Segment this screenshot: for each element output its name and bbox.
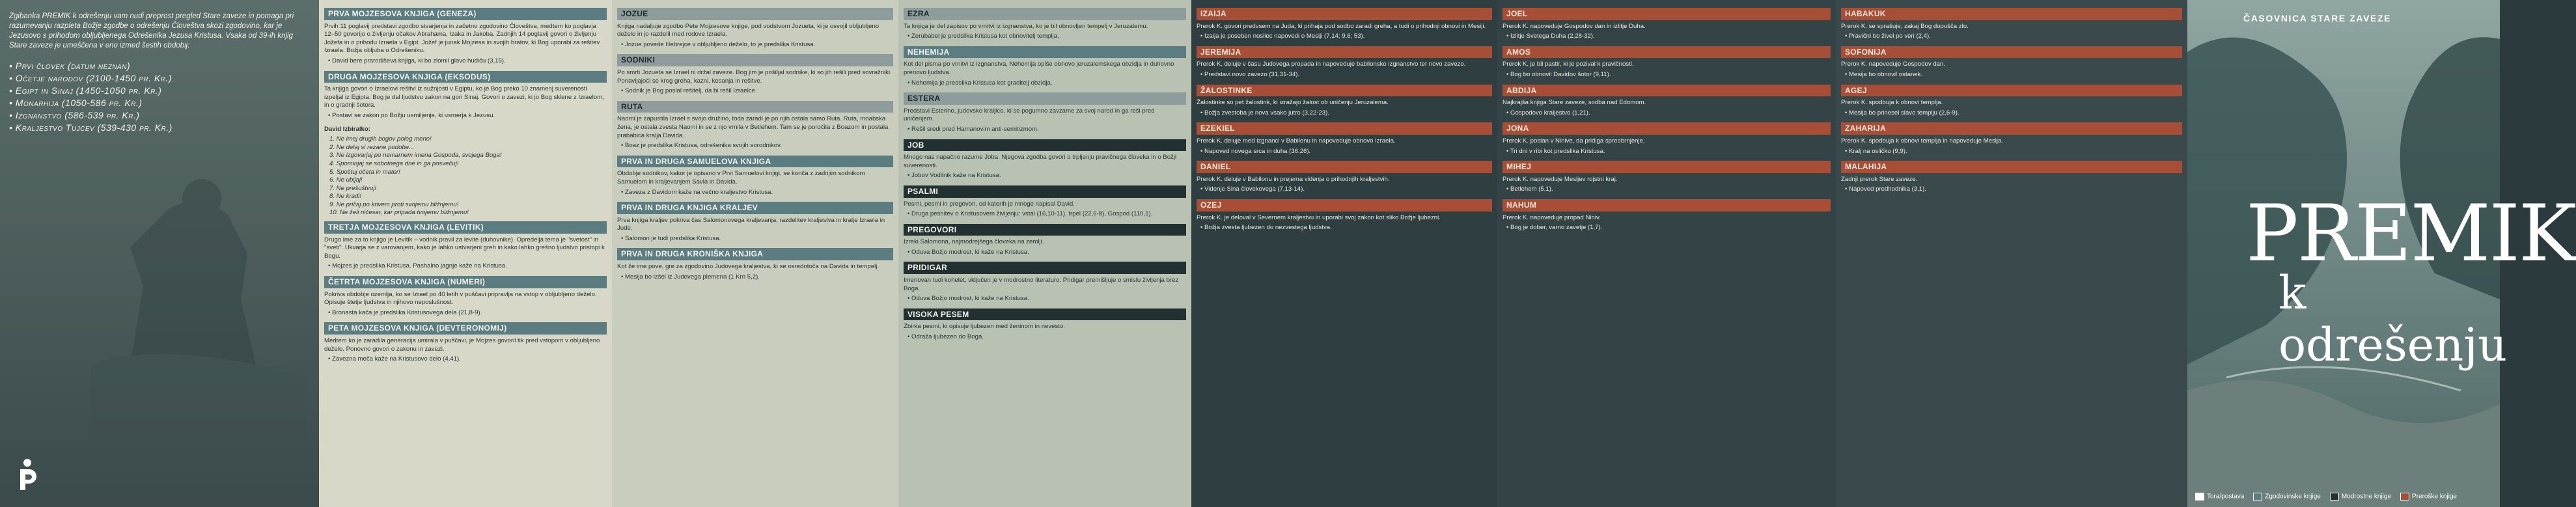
section-bullet: • Zerubabel je predslika Kristusa kot obnovitelj templja. xyxy=(907,33,1059,40)
section-bullet: • David bere prarodiševa knjiga, ki bo zlomil glavo hudiču (3,15). xyxy=(328,57,506,64)
section-text: Prerok K. napoveduje Mesijev rojstni kraj. xyxy=(1503,175,1618,183)
section-text: Prerok K. poslan v Ninive, da pridiga spreobrnjenje. xyxy=(1503,137,1645,144)
section-heading: EZEKIEL xyxy=(1197,122,1492,135)
section-bullet: • Jozue povede Hebrejce v obljubljeno deželo, to je predslika Kristusa. xyxy=(621,40,816,48)
section-text: Mnogo nas napačno razume Joba. Njegova zgodba govori o trpljenju pravičnega človeka in o Božji suverenosti. xyxy=(904,154,1177,169)
section-bullet: • Izlitje Svetega Duha (2,28-32). xyxy=(1506,33,1595,40)
section-bullet: • Božja zvesta ljubezen do nezvestega ljudstva. xyxy=(1200,224,1332,232)
section-heading: IZAIJA xyxy=(1197,8,1492,20)
section-bullet: • Boaz je predslika Kristusa, odrešenika svojih sorodnikov. xyxy=(621,142,782,150)
section-bullet: • Oduva Božjo modrost, ki kaže na Kristusa. xyxy=(907,248,1029,256)
section-bullet: • Predstavi novo zavezo (31,31-34). xyxy=(1200,70,1300,78)
section-text: Žalostinke so pet žalostink, ki izražajo žalost ob uničenju Jeruzalema. xyxy=(1197,99,1389,107)
section-text: Ta knjiga govori o Izraelovi rešitvi iz sužnjosti v Egiptu, ko je Bog preko 10 znamenj suverenosti izpeljal iz Egipta. Bog je dal ljudstvu zakon na gori Sinaj. Govori o zavezi, ki jo Bog sklene z Izraelom, in o gradnji šotora. xyxy=(324,85,604,109)
section-heading: VISOKA PESEM xyxy=(904,308,1186,321)
section-bullet: • Bog je dober, varno zavetje (1,7). xyxy=(1506,224,1603,232)
legend-swatch xyxy=(2195,493,2204,500)
section-heading: JEREMIJA xyxy=(1197,46,1492,59)
section-heading: SOFONIJA xyxy=(1841,46,2182,59)
commandments-label: David Izbiralko: xyxy=(324,125,370,133)
section-heading: PREGOVORI xyxy=(904,224,1186,236)
section-heading: NEHEMIJA xyxy=(904,46,1186,59)
legend-label: Zgodovinske knjige xyxy=(2265,493,2321,500)
section-heading: ČETRTA MOJZESOVA KNJIGA (NUMERI) xyxy=(324,276,607,288)
cover-subtitle: k odrešenju xyxy=(2278,266,2508,372)
section-text: Pokriva obdobje ozemlja, ko se Izrael po 40 letih v puščavi pripravlja na vstop v obljubljeno deželo. Opisuje štetje ljudstva in njihovo neposlušnost. xyxy=(324,290,597,307)
legend-label: Tora/postava xyxy=(2207,493,2245,500)
legend-item xyxy=(2330,493,2391,500)
commandment: 10. Ne želi ničesar, kar pripada tvojemu bližnjemu! xyxy=(329,209,469,217)
legend-item xyxy=(2400,493,2457,500)
column-history-1 xyxy=(612,0,898,507)
section-text: Prerok K. napoveduje Gospodov dan in izlitje Duha. xyxy=(1503,22,1646,30)
commandment: 2. Ne delaj si rezane podobe... xyxy=(329,143,415,151)
section-bullet: • Sodnik je Bog poslal rešitelj, da bi rešil Izraelce. xyxy=(621,87,757,95)
section-text: Knjiga nadaljuje zgodbo Pete Mojzesove knjige, pod vodstvom Jozueta, ki je osvojil obljubljeno deželo in jo razdelil med rodove Izraela. xyxy=(617,22,879,38)
section-text: Prerok K. deluje v času Judovega propada in napoveduje babilonsko izgnanstvo ter novo zavezo. xyxy=(1197,61,1466,68)
section-heading: PRVA MOJZESOVA KNJIGA (GENEZA) xyxy=(324,8,607,20)
section-bullet: • Mesija bo izšel iz Judovega plemena (1 Krn 5,2). xyxy=(621,273,760,281)
section-heading: RUTA xyxy=(617,101,893,113)
section-heading: JOZUE xyxy=(617,8,893,20)
section-bullet: • Mojzes je predslika Kristusa. Pashalno jagnje kaže na Kristusa. xyxy=(328,262,507,270)
section-heading: ZAHARIJA xyxy=(1841,122,2182,135)
section-bullet: • Zaveza z Davidom kaže na večno kraljestvo Kristusa. xyxy=(621,188,773,196)
era-list xyxy=(9,60,309,134)
commandment: 5. Spoštuj očeta in mater! xyxy=(329,168,400,176)
section-text: Drugo ime za to knjigo je Levitik – vodnik pravil za levite (duhovnike). Opredelja tema je "svetost" in "sveti". Ukvarja se z varovanjem, kako je lahko ustvarjeni greh in kako lahko grešno ljudstvo pristopi k Bogu. xyxy=(324,236,605,260)
section-bullet: • Izaija je poseben nosilec napovedi o Mesiji (7,14; 9,6; 53). xyxy=(1200,33,1365,40)
section-heading: ABDIJA xyxy=(1503,85,1831,97)
section-heading: PRVA IN DRUGA SAMUELOVA KNJIGA xyxy=(617,156,893,168)
section-bullet: • Napoved predhodnika (3,1). xyxy=(1845,185,1926,193)
section-text: Prerok K. je deloval v Severnem kraljestvu in uporabi svoj zakon kot sliko Božje ljubezni. xyxy=(1197,213,1441,221)
section-text: Prerok K. deluje v Babilonu in prejema videnja o prihodnjih kraljestvih. xyxy=(1197,175,1390,183)
legend-label: Preroške knjige xyxy=(2412,493,2457,500)
section-heading: OZEJ xyxy=(1197,199,1492,212)
legend-label: Modrostne knjige xyxy=(2341,493,2392,500)
commandment: 3. Ne izgovarjaj po nemarnem imena Gospoda, svojega Boga! xyxy=(329,152,502,159)
section-bullet: • Oduva Božjo modrost, ki kaže na Kristusa. xyxy=(907,295,1029,303)
section-text: Predstavi Esterino, judovsko kraljico, ki se pogumno zavzame za svoj narod in ga reši pred uničenjem. xyxy=(904,107,1155,123)
section-heading: PETA MOJZESOVA KNJIGA (DEVTERONOMIJ) xyxy=(324,322,607,335)
intro-panel xyxy=(0,0,319,507)
section-text: Ta knjiga je del zapisov po vrnitvi iz izgnanstva, ko je bil obnovljen tempelj v Jeruzalemu. xyxy=(904,22,1148,30)
section-text: Izreki Salomona, najmodrejšega človeka na zemlji. xyxy=(904,238,1044,246)
section-text: Prva knjiga kraljev pokriva čas Salomonovega kraljevanja, razdelitev kraljestva in kralje Izraela in Jude. xyxy=(617,216,885,232)
column-major-prophets xyxy=(1191,0,1497,507)
section-bullet: • Betlehem (5,1). xyxy=(1506,185,1553,193)
section-text: Prerok K. govori predvsem na Juda, ki prihaja pod sodbo zaradi greha, a tudi o prihodnji obnovi in Mesiji. xyxy=(1197,22,1486,30)
section-heading: NAHUM xyxy=(1503,199,1831,212)
section-bullet: • Jobov Vodilnik kaže na Kristusa. xyxy=(907,172,1001,180)
section-bullet: • Bronasta kača je predslika Kristusovega dela (21,8-9). xyxy=(328,308,482,316)
section-heading: JONA xyxy=(1503,122,1831,135)
section-bullet: • Nehemija je predslika Kristusa kot graditelj obzidja. xyxy=(907,79,1053,87)
commandment: 8. Ne kradi! xyxy=(329,193,362,200)
era-item: • Egipt in Sinaj (1450-1050 pr. Kr.) xyxy=(9,85,309,97)
section-heading: SODNIKI xyxy=(617,54,893,66)
legend-item xyxy=(2253,493,2321,500)
commandment: 7. Ne prešuštvuj! xyxy=(329,184,376,192)
section-bullet: • Napoved novega srca in duha (36,26). xyxy=(1200,147,1311,155)
section-bullet: • Tri dni v ribi kot predslika Kristusa. xyxy=(1506,147,1605,155)
commandment: 9. Ne pričaj po krivem proti svojemu bližnjemu! xyxy=(329,200,459,208)
era-item: • Kraljestvo Tujcev (539-430 pr. Kr.) xyxy=(9,122,309,134)
section-text: Najkrajša knjiga Stare zaveze, sodba nad Edomom. xyxy=(1503,99,1646,107)
section-text: Pesmi, pesmi in pregovori, od katerih je mnoge napisal David. xyxy=(904,200,1075,208)
section-text: Prerok K. spodbuja k obnovi templja. xyxy=(1841,99,1943,107)
section-bullet: • Kralj na osličku (9,9). xyxy=(1845,147,1907,155)
section-heading: AGEJ xyxy=(1841,85,2182,97)
section-heading: PSALMI xyxy=(904,185,1186,198)
section-heading: ESTERA xyxy=(904,92,1186,105)
commandment: 4. Spominjaj se sobotnega dne in ga posvečuj! xyxy=(329,159,459,167)
section-heading: MIHEJ xyxy=(1503,161,1831,173)
moses-figure-illustration xyxy=(91,169,306,443)
era-item: • Monarhija (1050-586 pr. Kr.) xyxy=(9,97,309,109)
legend-item xyxy=(2195,493,2244,500)
color-legend xyxy=(2195,493,2457,500)
commandment: 6. Ne ubijaj! xyxy=(329,176,363,184)
section-bullet: • Zavezna meča kaže na Kristusovo delo (4,41). xyxy=(328,355,461,363)
publisher-logo-icon xyxy=(14,458,40,491)
section-text: Naomi je zapustila Izrael s svojo družino, toda zaradi je po njih ostala samo Ruta. Ruta, moabska žena, je ostala zvesta Naomi in se z njo vrnila v Betlehem. Tam se je poročila z Boazom in postala prababica kralja Davida. xyxy=(617,115,889,139)
column-torah xyxy=(319,0,612,507)
section-heading: JOB xyxy=(904,139,1186,152)
section-bullet: • Odraža ljubezen do Boga. xyxy=(907,333,984,341)
legend-swatch xyxy=(2330,493,2339,500)
section-text: Zadnji prerok Stare zaveze. xyxy=(1841,175,1918,183)
section-bullet: • Postavi se zakon po Božju usmiljenje, ki usmerja k Jezusu. xyxy=(328,111,495,119)
section-heading: ŽALOSTINKE xyxy=(1197,85,1492,97)
section-bullet: • Bog bo obnovil Davidov šotor (9,11). xyxy=(1506,70,1611,78)
section-text: Zbirka pesmi, ki opisuje ljubezen med ženinom in nevesto. xyxy=(904,323,1065,331)
section-heading: DRUGA MOJZESOVA KNJIGA (EKSODUS) xyxy=(324,71,607,83)
section-bullet: • Videnje Sina človekovega (7,13-14). xyxy=(1200,185,1305,193)
section-heading: DANIEL xyxy=(1197,161,1492,173)
section-bullet: • Druga pesnitev o Kristusovem življenju: vstal (16,10-11), trpel (22,6-8), Gospod (110,1). xyxy=(907,210,1153,218)
section-bullet: • Mesija bo prinesel slavo templju (2,6-9). xyxy=(1845,109,1960,116)
era-item: • Očetje narodov (2100-1450 pr. Kr.) xyxy=(9,72,309,85)
section-text: Prvih 11 poglavij predstavi zgodbo stvarjenja in začetno zgodovino Človeštva, medtem ko poglavja 12–50 govorijo o življenju očakov Abrahama, Izaka in Jakoba. Zadnjih 14 poglavij govori o življenju Jožefa in o prihodu Izraela v Egipt. Jožef je junak Mojzesa in svojih bratov, ki Bog uporabi za rešitev Izraela. Božja obljuba o Odrešeniku. xyxy=(324,22,600,55)
section-text: Prerok K. spodbuja k obnovi templja in napoveduje Mesija. xyxy=(1841,137,2004,144)
column-history-wisdom xyxy=(898,0,1191,507)
column-minor-prophets-1 xyxy=(1497,0,1836,507)
section-bullet: • Salomon je tudi predslika Kristusa. xyxy=(621,234,721,242)
section-heading: HABAKUK xyxy=(1841,8,2182,20)
section-heading: PRIDIGAR xyxy=(904,262,1186,274)
section-text: Prerok K. napoveduje Gospodov dan. xyxy=(1841,61,1946,68)
section-bullet: • Pravični bo živel po veri (2,4). xyxy=(1845,33,1931,40)
column-minor-prophets-2 xyxy=(1836,0,2187,507)
section-text: Obdobje sodnikov, kakor je opisano v Prvi Samuelovi knjigi, se konča z zadnjim sodnikom Samuelom in kraljevanjem Savla in Davida. xyxy=(617,170,865,185)
cover-panel xyxy=(2187,0,2576,507)
legend-swatch xyxy=(2253,493,2262,500)
intro-text: Zgibanka PREMIK k odrešenju vam nudi preprost pregled Stare zaveze in pomaga pri razumevanju razpleta Božje zgodbe o odrešenju Človeštva skozi zgodovino, kar je Jezusovo s prihodom obljubljenega Odrešenika Jezusa Kristusa. Vsaka od 39-ih knjig Stare zaveze je umeščena v eno izmed šestih obdobij: xyxy=(9,12,294,49)
legend-swatch xyxy=(2400,493,2409,500)
section-heading: MALAHIJA xyxy=(1841,161,2182,173)
cover-title: PREMIK xyxy=(2246,189,2576,279)
section-text: Prerok K. je bil pastir, ki je pozival k pravičnosti. xyxy=(1503,61,1634,68)
section-heading: EZRA xyxy=(904,8,1186,20)
section-heading: PRVA IN DRUGA KRONIŠKA KNJIGA xyxy=(617,248,893,260)
era-item: • Prvi človek (datum neznan) xyxy=(9,60,309,72)
section-text: Kot del pisma po vrnitvi iz izgnanstva, Nehemija opiše obnovo jeruzalemskega obzidja in duhovno prenovo ljudstva. xyxy=(904,61,1174,76)
section-bullet: • Gospodovo kraljestvo (1,21). xyxy=(1506,109,1590,116)
section-text: Imenovan tudi kohelet, vključen je v modrostno literaturo. Pridigar premišljuje o smislu življenja brez Boga. xyxy=(904,277,1179,292)
section-bullet: • Rešil sredi pred Hamanovim anti-semitizmom. xyxy=(907,125,1039,133)
section-text: Prerok K. deluje med izgnanci v Babilonu in napoveduje obnovo Izraela. xyxy=(1197,137,1396,144)
section-text: Prerok K. napoveduje propad Niniv. xyxy=(1503,213,1601,221)
section-heading: TRETJA MOJZESOVA KNJIGA (LEVITIK) xyxy=(324,221,607,234)
section-text: Po smrti Jozueta se Izrael ni držal zaveze. Bog jim je pošiljal sodnike, ki so jih rešili pred sovražniki. Ponavljajoči se krog greha, kazni, kesanja in rešitve. xyxy=(617,68,892,85)
section-heading: AMOS xyxy=(1503,46,1831,59)
commandment: 1. Ne imej drugih bogov poleg mene! xyxy=(329,135,432,143)
section-heading: PRVA IN DRUGA KNJIGA KRALJEV xyxy=(617,202,893,214)
section-heading: JOEL xyxy=(1503,8,1831,20)
era-item: • Izgnanstvo (586-539 pr. Kr.) xyxy=(9,109,309,122)
commandments-list xyxy=(329,135,607,217)
section-text: Kot že ime pove, gre za zgodovino Judovega kraljestva, ki se osredotoča na Davida in tempelj. xyxy=(617,263,879,271)
section-bullet: • Božja zvestoba je nova vsako jutro (3,22-23). xyxy=(1200,109,1330,116)
section-text: Prerok K. se sprašuje, zakaj Bog dopušča zlo. xyxy=(1841,22,1969,30)
cover-tagline: ČASOVNICA STARE ZAVEZE xyxy=(2243,13,2392,23)
section-bullet: • Mesija bo obnovil ostanek. xyxy=(1845,70,1923,78)
section-text: Medtem ko je zaradila generacija umirala v puščavi, je Mojzes govoril tik pred vstopom v obljubljeno deželo. Ponovno govori o zakonu in zavezi. xyxy=(324,337,600,353)
